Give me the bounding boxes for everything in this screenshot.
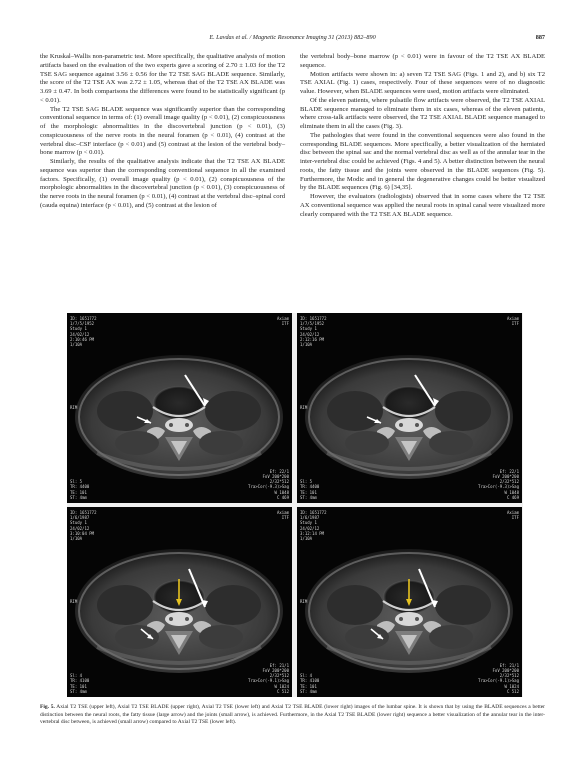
- overlay-bottom-left: Sl: 4 TR: 4100 TE: 101 ST: 4mm: [70, 673, 90, 694]
- running-title: E. Lavdas et al. / Magnetic Resonance Imaging 31 (2013) 882–890: [209, 34, 376, 41]
- figure-caption: [40, 704, 545, 727]
- overlay-top-right: Axiam ITF: [506, 316, 519, 327]
- paragraph: the Kruskal–Wallis non-parametric test. More specifically, the qualitative analysis of motion artifacts based on the evaluation of the two experts gave a scoring of 2.70 ± 1.03 for the T2 TSE SAG sequence against 3.56 ± 0.56 for the T2 TSE SAG BLADE sequence. Similarly, the score of the T2 TSE AX was 2.72 ± 1.05, whereas that of the T2 TSE AX BLADE was 3.69 ± 0.47. In both comparisons the differences were found to be statistically significant (p < 0.01).: [40, 53, 285, 104]
- caption-text: Axial T2 TSE (upper left), Axial T2 TSE BLADE (upper right), Axial T2 TSE (lower left) and Axial T2 TSE BLADE (lower right) images of the lumbar spine. It is shown that by using the BLADE sequences a better distinction between the neural roots, the fatty tissue (large arrow) and the joints (small arrow), is achieved. Furthermore, in the Axial T2 TSE BLADE (lower right) sequence a better visualization of the annular tear in the inter-vertebral disc between, is achieved (small arrow) compared to Axial T2 TSE (lower left).: [40, 704, 545, 726]
- overlay-top-right: Axiam ITF: [276, 316, 289, 327]
- paragraph: However, the evaluators (radiologists) observed that in some cases where the T2 TSE AX conventional sequence was applied the neural roots in spinal canal were visualized more clearly compared with the T2 TSE AX BLADE sequence.: [300, 193, 545, 218]
- overlay-mid-left: RIM: [70, 599, 78, 604]
- overlay-bottom-right: Ef: 21/1 FoV 200*200 2/32*512 Tra>Cor(-9.1)>Sag W 1024 C 512: [248, 662, 289, 694]
- overlay-bottom-right: Ef: 21/1 FoV 200*200 2/32*512 Tra>Cor(-9.1)>Sag W 1024 C 512: [478, 662, 519, 694]
- paragraph: Of the eleven patients, where pulsatile flow artifacts were observed, the T2 TSE AXIAL BLADE sequence managed to eliminate them in six cases, whereas of the eleven patients, where cross-talk artifacts were observed, the T2 TSE AXIAL BLADE sequence managed to eliminate them in all the cases (Fig. 3).: [300, 96, 545, 130]
- page-number: 887: [535, 34, 545, 41]
- right-column: [300, 53, 545, 219]
- overlay-bottom-left: Sl: 4 TR: 4100 TE: 101 ST: 4mm: [300, 673, 320, 694]
- overlay-top-right: Axiam ITF: [506, 510, 519, 521]
- paragraph: Similarly, the results of the qualitative analysis indicate that the T2 TSE AX BLADE sequence was superior than the corresponding conventional sequence in all the examined factors. Specifically, (1) overall image quality (p < 0.01), (2) conspicuousness of the morphologic abnormalities in the discovertebral junction (p < 0.01), (3) conspicuousness of the nerve roots in the neural foramen (p < 0.01), (4) contrast at the vertebral disc–spinal cord (cauda equina) interface (p < 0.01), and (5) contrast at the lesion of: [40, 158, 285, 209]
- overlay-mid-left: RIM: [300, 599, 308, 604]
- overlay-top-left: ID: 1651772 1/7/5/1952 Study 1 24/02/12 2:12:16 PM 1/10A: [300, 316, 327, 348]
- overlay-bottom-right: Ef: 22/1 FoV 200*200 2/32*512 Tra>Cor(-9.3)>Sag W 1048 C 469: [248, 468, 289, 500]
- overlay-top-right: Axiam ITF: [276, 510, 289, 521]
- paragraph: Motion artifacts were shown in: a) seven T2 TSE SAG (Figs. 1 and 2), and b) six T2 TSE AXIAL (Fig. 1) cases, respectively. Four of these sequences were of no diagnostic value. However, when BLADE sequences were used, motion artifacts were eliminated.: [300, 70, 545, 95]
- overlay-mid-left: RIM: [300, 405, 308, 410]
- overlay-mid-left: RIM: [70, 405, 78, 410]
- overlay-bottom-right: Ef: 22/1 FoV 200*200 2/32*512 Tra>Cor(-9.3)>Sag W 1048 C 469: [478, 468, 519, 500]
- overlay-top-left: ID: 1651772 1/6/1987 Study 1 24/02/12 3:12:14 PM 1/10A: [300, 510, 327, 542]
- overlay-bottom-left: Sl: 5 TR: 4400 TE: 101 ST: 4mm: [300, 479, 320, 500]
- mri-panel-lower-left: [67, 507, 292, 697]
- overlay-top-left: ID: 1651772 1/7/5/1952 Study 1 24/02/12 2:10:46 PM 1/10A: [70, 316, 97, 348]
- figure-5: [67, 313, 523, 697]
- caption-label: Fig. 5.: [40, 704, 55, 710]
- overlay-top-left: ID: 1651772 1/6/1987 Study 1 24/02/12 3:10:04 PM 1/10A: [70, 510, 97, 542]
- mri-panel-lower-right: [297, 507, 522, 697]
- paragraph: the vertebral body–bone marrow (p < 0.01) were in favour of the T2 TSE AX BLADE sequence.: [300, 53, 545, 69]
- mri-panel-upper-right: [297, 313, 522, 503]
- paragraph: The pathologies that were found in the conventional sequences were also found in the corresponding BLADE sequences. More specifically, a better visualization of the herniated disc between the spinal sac and the normal vertebral disc as well as of the annular tear in the inter-vertebral disc could be achieved (Figs. 4 and 5). A better distinction between the neural roots, the fatty tissue and the joints were observed in the BLADE sequences (Fig. 5). Furthermore, the Modic and in general the degenerative changes could be better visualized by the BLADE sequences (Fig. 6) [34,35].: [300, 131, 545, 192]
- mri-panel-upper-left: [67, 313, 292, 503]
- left-column: [40, 53, 285, 211]
- paragraph: The T2 TSE SAG BLADE sequence was significantly superior than the corresponding conventional sequence in terms of: (1) overall image quality (p < 0.01), (2) conspicuousness of the morphologic abnormalities in the discovertebral junction (p < 0.01), (3) conspicuousness of the nerve roots in the neural foramen (p < 0.01), (4) contrast at the vertebral disc–CSF interface (p < 0.01) and (5) contrast at the lesion of the vertebral body–bone marrow (p < 0.01).: [40, 105, 285, 157]
- page-header: [40, 34, 545, 46]
- overlay-bottom-left: Sl: 5 TR: 4400 TE: 101 ST: 4mm: [70, 479, 90, 500]
